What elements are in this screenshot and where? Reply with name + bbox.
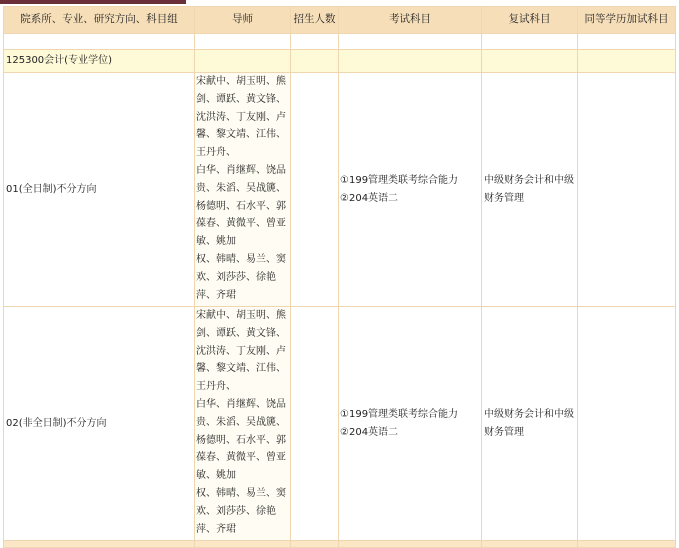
tutor-line: 王丹舟、 — [196, 147, 236, 159]
exam-subject: ①199管理类联考综合能力 — [340, 174, 459, 186]
col-header-program: 院系所、专业、研究方向、科目组 — [4, 7, 195, 34]
retest-line: 中级财务会计和中级 — [484, 174, 574, 186]
top-accent-bar — [0, 0, 186, 4]
extra-cell — [578, 73, 676, 307]
tutors-cell — [195, 73, 291, 307]
col-header-extra: 同等学历加试科目 — [578, 7, 676, 34]
extra-cell — [578, 307, 676, 541]
retest-line: 财务管理 — [484, 426, 524, 438]
col-header-exam: 考试科目 — [339, 7, 482, 34]
tutor-line: 权、韩晴、易兰、窦 — [196, 487, 286, 499]
section-title: 125300会计(专业学位) — [4, 50, 195, 73]
admissions-table — [3, 6, 676, 548]
spacer-row — [4, 34, 676, 50]
retest-line: 中级财务会计和中级 — [484, 408, 574, 420]
program-cell: 01(全日制)不分方向 — [4, 73, 195, 307]
quota-cell — [291, 73, 339, 307]
exam-cell — [339, 307, 482, 541]
header-row — [4, 7, 676, 34]
tutor-line: 欢、刘莎莎、徐艳 — [196, 271, 276, 283]
table-row — [4, 307, 676, 541]
col-header-retest: 复试科目 — [482, 7, 578, 34]
tutor-line: 欢、刘莎莎、徐艳 — [196, 505, 276, 517]
tutor-line: 馨、黎文靖、江伟、 — [196, 363, 286, 375]
retest-cell — [482, 73, 578, 307]
retest-cell — [482, 307, 578, 541]
program-cell: 02(非全日制)不分方向 — [4, 307, 195, 541]
exam-cell — [339, 73, 482, 307]
tutor-line: 葆春、黄微平、曾亚 — [196, 452, 286, 464]
exam-subject: ②204英语二 — [340, 192, 399, 204]
tutor-line: 权、韩晴、易兰、窦 — [196, 253, 286, 265]
tutor-line: 沈洪涛、丁友刚、卢 — [196, 111, 286, 123]
tutor-line: 馨、黎文靖、江伟、 — [196, 129, 286, 141]
tutor-line: 杨德明、石水平、郭 — [196, 200, 286, 212]
tutor-line: 王丹舟、 — [196, 381, 236, 393]
exam-subject: ①199管理类联考综合能力 — [340, 408, 459, 420]
tutor-line: 杨德明、石水平、郭 — [196, 434, 286, 446]
section-row — [4, 50, 676, 73]
tutor-line: 剑、谭跃、黄文锋、 — [196, 93, 286, 105]
tutor-line: 敏、姚加 — [196, 236, 236, 248]
tutor-line: 萍、齐珺 — [196, 523, 236, 535]
tutor-line: 宋献中、胡玉明、熊 — [196, 310, 286, 321]
exam-subject: ②204英语二 — [340, 426, 399, 438]
tutor-line: 萍、齐珺 — [196, 289, 236, 301]
tutor-line: 宋献中、胡玉明、熊 — [196, 76, 286, 87]
tutors-cell — [195, 307, 291, 541]
quota-cell — [291, 307, 339, 541]
tutor-line: 白华、肖继辉、饶品 — [196, 398, 286, 410]
tutor-line: 贵、朱滔、吴战篪、 — [196, 182, 286, 194]
tutor-line: 葆春、黄微平、曾亚 — [196, 218, 286, 230]
retest-line: 财务管理 — [484, 192, 524, 204]
table-row — [4, 73, 676, 307]
col-header-tutors: 导师 — [195, 7, 291, 34]
admissions-table-container — [3, 6, 675, 548]
tutor-line: 白华、肖继辉、饶品 — [196, 164, 286, 176]
tutor-line: 剑、谭跃、黄文锋、 — [196, 327, 286, 339]
tutor-line: 沈洪涛、丁友刚、卢 — [196, 345, 286, 357]
col-header-quota: 招生人数 — [291, 7, 339, 34]
tutor-line: 敏、姚加 — [196, 470, 236, 482]
tutor-line: 贵、朱滔、吴战篪、 — [196, 416, 286, 428]
